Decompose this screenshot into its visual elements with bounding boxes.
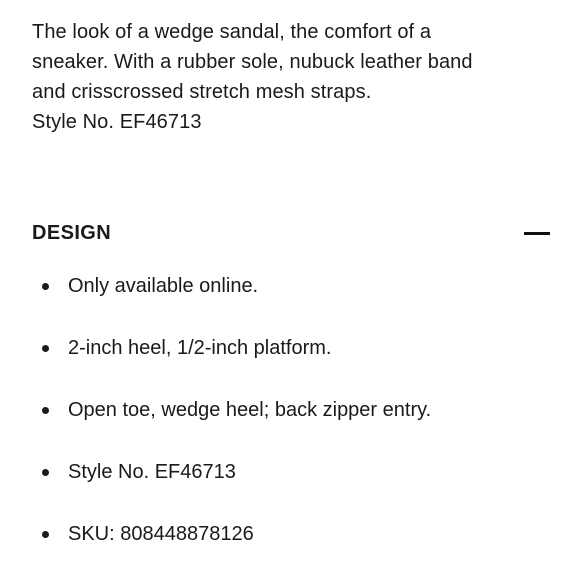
list-item-text: 2-inch heel, 1/2-inch platform. [68, 337, 332, 359]
list-item [32, 518, 431, 580]
bullet-icon [42, 283, 49, 290]
list-item-text: Open toe, wedge heel; back zipper entry. [68, 399, 432, 421]
description-line: The look of a wedge sandal, the comfort of a [32, 21, 432, 43]
bullet-icon [42, 407, 49, 414]
list-item [32, 270, 431, 332]
style-number: Style No. EF46713 [32, 111, 202, 133]
bullet-icon [42, 531, 49, 538]
description-line: sneaker. With a rubber sole, nubuck leather band [32, 51, 473, 73]
list-item-text: Only available online. [68, 275, 259, 297]
bullet-icon [42, 345, 49, 352]
list-item [32, 332, 431, 394]
list-item [32, 456, 431, 518]
section-title: DESIGN [32, 221, 112, 244]
list-item-text: Style No. EF46713 [68, 461, 236, 483]
product-description [32, 17, 562, 137]
list-item-text: SKU: 808448878126 [68, 523, 254, 545]
list-item [32, 394, 431, 456]
bullet-icon [42, 469, 49, 476]
description-line: and crisscrossed stretch mesh straps. [32, 81, 372, 103]
minus-icon[interactable] [524, 223, 550, 243]
design-details-list [32, 270, 431, 580]
design-section-toggle[interactable] [32, 216, 550, 250]
